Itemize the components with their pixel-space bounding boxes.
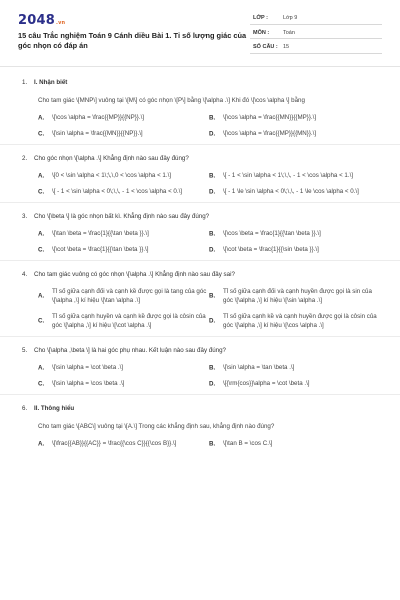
option-text: Tỉ số giữa cạnh đối và cạnh huyền được gọi là sin của góc \[\alpha ,\] kí hiệu \[\sin \alpha .\]	[223, 288, 372, 304]
answer-option-a[interactable]	[38, 171, 209, 180]
answer-option-a[interactable]	[38, 113, 209, 122]
question-divider	[0, 260, 400, 261]
question-1	[0, 78, 400, 138]
option-letter: D.	[209, 246, 216, 253]
question-divider	[0, 336, 400, 337]
option-text: \[\frac{{AB}}{{AC}} = \frac{{\cos C}}{{\cos B}}.\]	[52, 440, 177, 447]
question-number: 3.	[22, 213, 28, 220]
option-letter: C.	[38, 317, 45, 325]
answer-options	[18, 229, 382, 254]
answer-option-a[interactable]	[38, 287, 209, 305]
question-stem: Cho tam giác \[ABC\] vuông tại \[A.\] Trong các khẳng định sau, khẳng định nào đúng?	[38, 423, 275, 430]
option-letter: D.	[209, 130, 216, 137]
answer-option-d[interactable]	[209, 312, 380, 330]
option-text: \[\sin \alpha = \cot \beta .\]	[52, 364, 124, 371]
option-text: \[ - 1 \le \sin \alpha < 0\;\,\, - 1 \le \cos \alpha < 0.\]	[223, 188, 359, 195]
option-text: \[\sin \alpha = \cos \beta .\]	[52, 380, 125, 387]
meta-key: LỚP :	[253, 15, 268, 21]
option-text: \[ - 1 < \sin \alpha < 1\;\,\, - 1 < \cos \alpha < 1.\]	[223, 172, 354, 179]
header-divider	[0, 66, 400, 67]
option-text: \[\cos \beta = \frac{1}{{\tan \beta }}.\]	[223, 230, 321, 237]
question-6	[0, 404, 400, 448]
question-header	[18, 212, 382, 221]
logo-suffix-text: .vn	[55, 20, 66, 26]
question-number: 4.	[22, 271, 28, 278]
answer-options	[18, 287, 382, 330]
meta-row-subject	[250, 25, 382, 40]
answer-option-a[interactable]	[38, 439, 209, 448]
question-divider	[0, 394, 400, 395]
answer-option-d[interactable]	[209, 187, 380, 196]
site-logo[interactable]	[18, 13, 65, 28]
question-5	[0, 346, 400, 388]
answer-option-b[interactable]	[209, 113, 380, 122]
question-number: 5.	[22, 347, 28, 354]
question-4	[0, 270, 400, 330]
option-text: \[\cot \beta = \frac{1}{{\tan \beta }}.\]	[52, 246, 149, 253]
option-letter: B.	[209, 440, 216, 447]
option-text: \[\cos \alpha = \frac{{MP}}{{NP}}.\]	[52, 114, 145, 121]
option-letter: C.	[38, 380, 45, 387]
answer-option-c[interactable]	[38, 379, 209, 388]
answer-options	[18, 171, 382, 196]
option-text: \[\cot \beta = \frac{1}{{\sin \beta }}.\]	[223, 246, 319, 253]
question-stem: Cho góc nhọn \[\alpha .\] Khẳng định nào sau đây đúng?	[34, 155, 189, 162]
question-number: 6.	[22, 405, 28, 412]
option-text: \[{\rm{cos}}\alpha = \cot \beta .\]	[223, 380, 310, 387]
question-divider	[0, 202, 400, 203]
meta-key: MÔN :	[253, 29, 270, 36]
option-letter: C.	[38, 188, 45, 195]
page-title: 15 câu Trắc nghiệm Toán 9 Cánh diều Bài 1. Tỉ số lượng giác của góc nhọn có đáp án	[18, 31, 247, 50]
option-text: \[\sin \alpha = \tan \beta .\]	[223, 364, 295, 371]
meta-value: 15	[283, 44, 290, 50]
option-letter: A.	[38, 440, 45, 447]
meta-value: Toán	[283, 29, 295, 36]
option-letter: B.	[209, 230, 216, 237]
option-text: Tỉ số giữa cạnh kề và cạnh huyền được gọi là côsin của góc \[\alpha ,\] kí hiệu \[\cos \alpha .\]	[223, 313, 377, 329]
question-3	[0, 212, 400, 254]
meta-table	[250, 10, 382, 54]
answer-option-c[interactable]	[38, 312, 209, 330]
answer-option-d[interactable]	[209, 129, 380, 138]
answer-option-b[interactable]	[209, 439, 380, 448]
option-text: \[0 < \sin \alpha < 1\;\,\,0 < \cos \alpha < 1.\]	[52, 172, 172, 179]
option-text: \[ - 1 < \sin \alpha < 0\;\,\, - 1 < \cos \alpha < 0.\]	[52, 188, 183, 195]
question-header	[18, 270, 382, 279]
option-text: \[\tan B = \cos C.\]	[223, 440, 273, 447]
answer-option-a[interactable]	[38, 229, 209, 238]
question-divider	[0, 144, 400, 145]
option-letter: B.	[209, 292, 216, 300]
answer-option-b[interactable]	[209, 229, 380, 238]
question-stem: Cho \[\alpha ,\beta \] là hai góc phụ nhau. Kết luận nào sau đây đúng?	[34, 347, 226, 354]
option-text: \[\cos \alpha = \frac{{MP}}{{MN}}.\]	[223, 130, 317, 137]
question-header	[18, 404, 382, 413]
option-text: \[\sin \alpha = \frac{{MN}}{{NP}}.\]	[52, 130, 143, 137]
answer-option-c[interactable]	[38, 187, 209, 196]
answer-options	[18, 113, 382, 138]
question-stem: Cho \[\beta \] là góc nhọn bất kì. Khẳng định nào sau đây đúng?	[34, 213, 210, 220]
answer-option-b[interactable]	[209, 287, 380, 305]
option-letter: B.	[209, 364, 216, 371]
option-letter: B.	[209, 114, 216, 121]
question-list	[0, 78, 400, 448]
question-header	[18, 78, 382, 87]
meta-row-count	[250, 39, 382, 54]
question-2	[0, 154, 400, 196]
answer-option-b[interactable]	[209, 363, 380, 372]
option-letter: A.	[38, 364, 45, 371]
answer-option-d[interactable]	[209, 245, 380, 254]
meta-row-class	[250, 10, 382, 25]
option-letter: C.	[38, 130, 45, 137]
option-letter: D.	[209, 380, 216, 387]
option-text: \[\cos \alpha = \frac{{MN}}{{MP}}.\]	[223, 114, 317, 121]
meta-value: Lớp 9	[283, 15, 298, 21]
question-number: 2.	[22, 155, 28, 162]
meta-key: SỐ CÂU :	[253, 44, 278, 50]
option-text: Tỉ số giữa cạnh huyền và cạnh kề được gọi là côsin của góc \[\alpha ,\] kí hiệu \[\cot \alpha .\]	[52, 313, 206, 329]
option-letter: C.	[38, 246, 45, 253]
section-title: I. Nhận biết	[34, 79, 68, 86]
option-letter: A.	[38, 292, 45, 300]
answer-option-c[interactable]	[38, 129, 209, 138]
question-header	[18, 154, 382, 163]
answer-option-a[interactable]	[38, 363, 209, 372]
page-header	[0, 0, 400, 64]
answer-option-b[interactable]	[209, 171, 380, 180]
option-text: Tỉ số giữa cạnh đối và cạnh kề được gọi là tang của góc \[\alpha ,\] kí hiệu \[\tan \alpha .\]	[52, 288, 207, 304]
answer-option-d[interactable]	[209, 379, 380, 388]
option-letter: A.	[38, 172, 45, 179]
question-stem: Cho tam giác vuông có góc nhọn \[\alpha .\] Khẳng định nào sau đây sai?	[34, 271, 235, 278]
answer-options	[18, 363, 382, 388]
option-letter: A.	[38, 230, 45, 237]
option-letter: D.	[209, 188, 216, 195]
logo-main-text: 2048	[18, 13, 55, 28]
answer-option-c[interactable]	[38, 245, 209, 254]
option-letter: D.	[209, 317, 216, 325]
question-stem: Cho tam giác \[MNP\] vuông tại \[M\] có góc nhọn \[P\] bằng \[\alpha .\] Khi đó \[\cos \alpha \] bằng	[38, 97, 305, 104]
option-letter: A.	[38, 114, 45, 121]
question-number: 1.	[22, 79, 28, 86]
option-letter: B.	[209, 172, 216, 179]
question-header	[18, 346, 382, 355]
answer-options	[18, 439, 382, 448]
section-title: II. Thông hiểu	[34, 405, 75, 412]
option-text: \[\tan \beta = \frac{1}{{\tan \beta }}.\]	[52, 230, 149, 237]
